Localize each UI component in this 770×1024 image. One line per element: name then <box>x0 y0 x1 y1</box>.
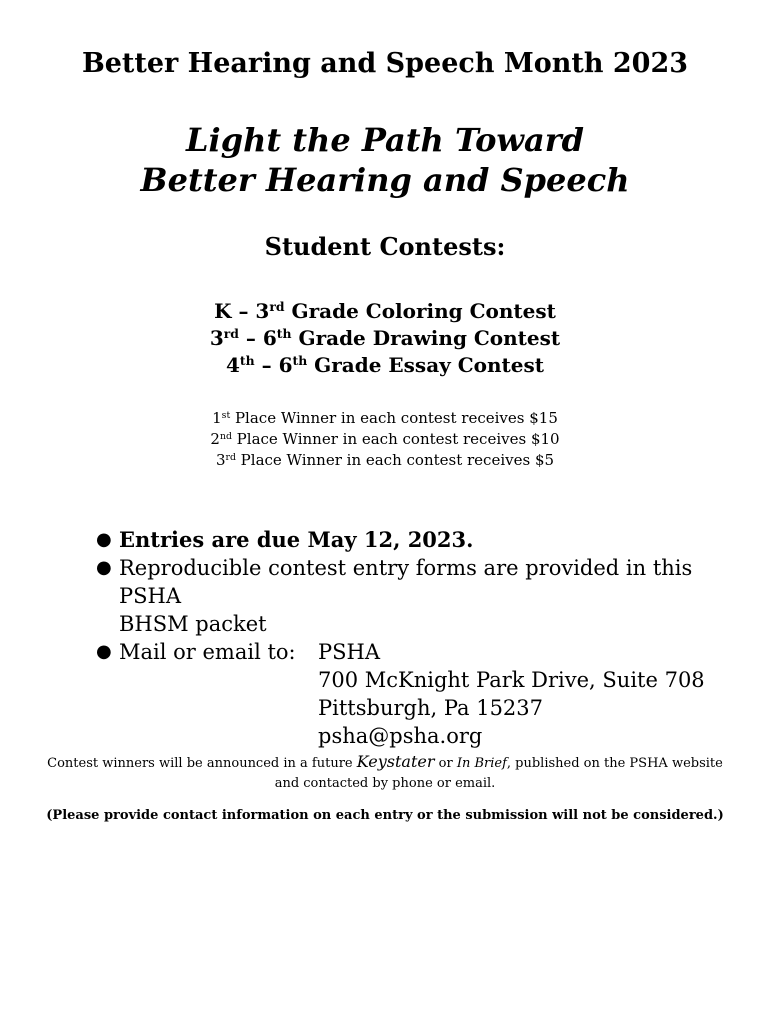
theme-line-1: Light the Path Toward <box>186 121 584 159</box>
contact-info-note: (Please provide contact information on each entry or the submission will not be considered.) <box>46 808 724 823</box>
winners-announcement: Contest winners will be announced in a future Keystater or In Brief, published on the PSHA website and contacted by phone or email. <box>47 752 723 791</box>
theme-line-2: Better Hearing and Speech <box>140 161 630 199</box>
bullet-icon: ● <box>96 641 112 662</box>
contest-list <box>0 298 770 379</box>
prize-list <box>0 408 770 471</box>
mailing-address: PSHA 700 McKnight Park Drive, Suite 708 Pittsburgh, Pa 15237 psha@psha.org <box>318 640 705 748</box>
prize-item: 1st Place Winner in each contest receives $15 <box>212 409 558 427</box>
page-title: Better Hearing and Speech Month 2023 <box>81 48 689 79</box>
mail-label: Mail or email to: <box>119 640 296 664</box>
theme-heading <box>0 120 770 200</box>
prize-item: 3rd Place Winner in each contest receives $5 <box>215 451 555 469</box>
forms-bullet: ● Reproducible contest entry forms are provided in this PSHA BHSM packet <box>96 556 693 636</box>
email-address[interactable]: psha@psha.org <box>318 724 483 748</box>
bullet-icon: ● <box>96 557 112 578</box>
info-bullets <box>96 526 736 750</box>
due-date-bullet: ● Entries are due May 12, 2023. <box>96 527 474 552</box>
mail-bullet <box>96 638 736 750</box>
contest-item: K – 3rd Grade Coloring Contest <box>214 299 556 323</box>
prize-item: 2nd Place Winner in each contest receives $10 <box>210 430 560 448</box>
contest-item: 4th – 6th Grade Essay Contest <box>225 353 544 377</box>
contests-heading: Student Contests: <box>264 232 506 261</box>
bullet-icon: ● <box>96 529 112 550</box>
contest-item: 3rd – 6th Grade Drawing Contest <box>209 326 561 350</box>
